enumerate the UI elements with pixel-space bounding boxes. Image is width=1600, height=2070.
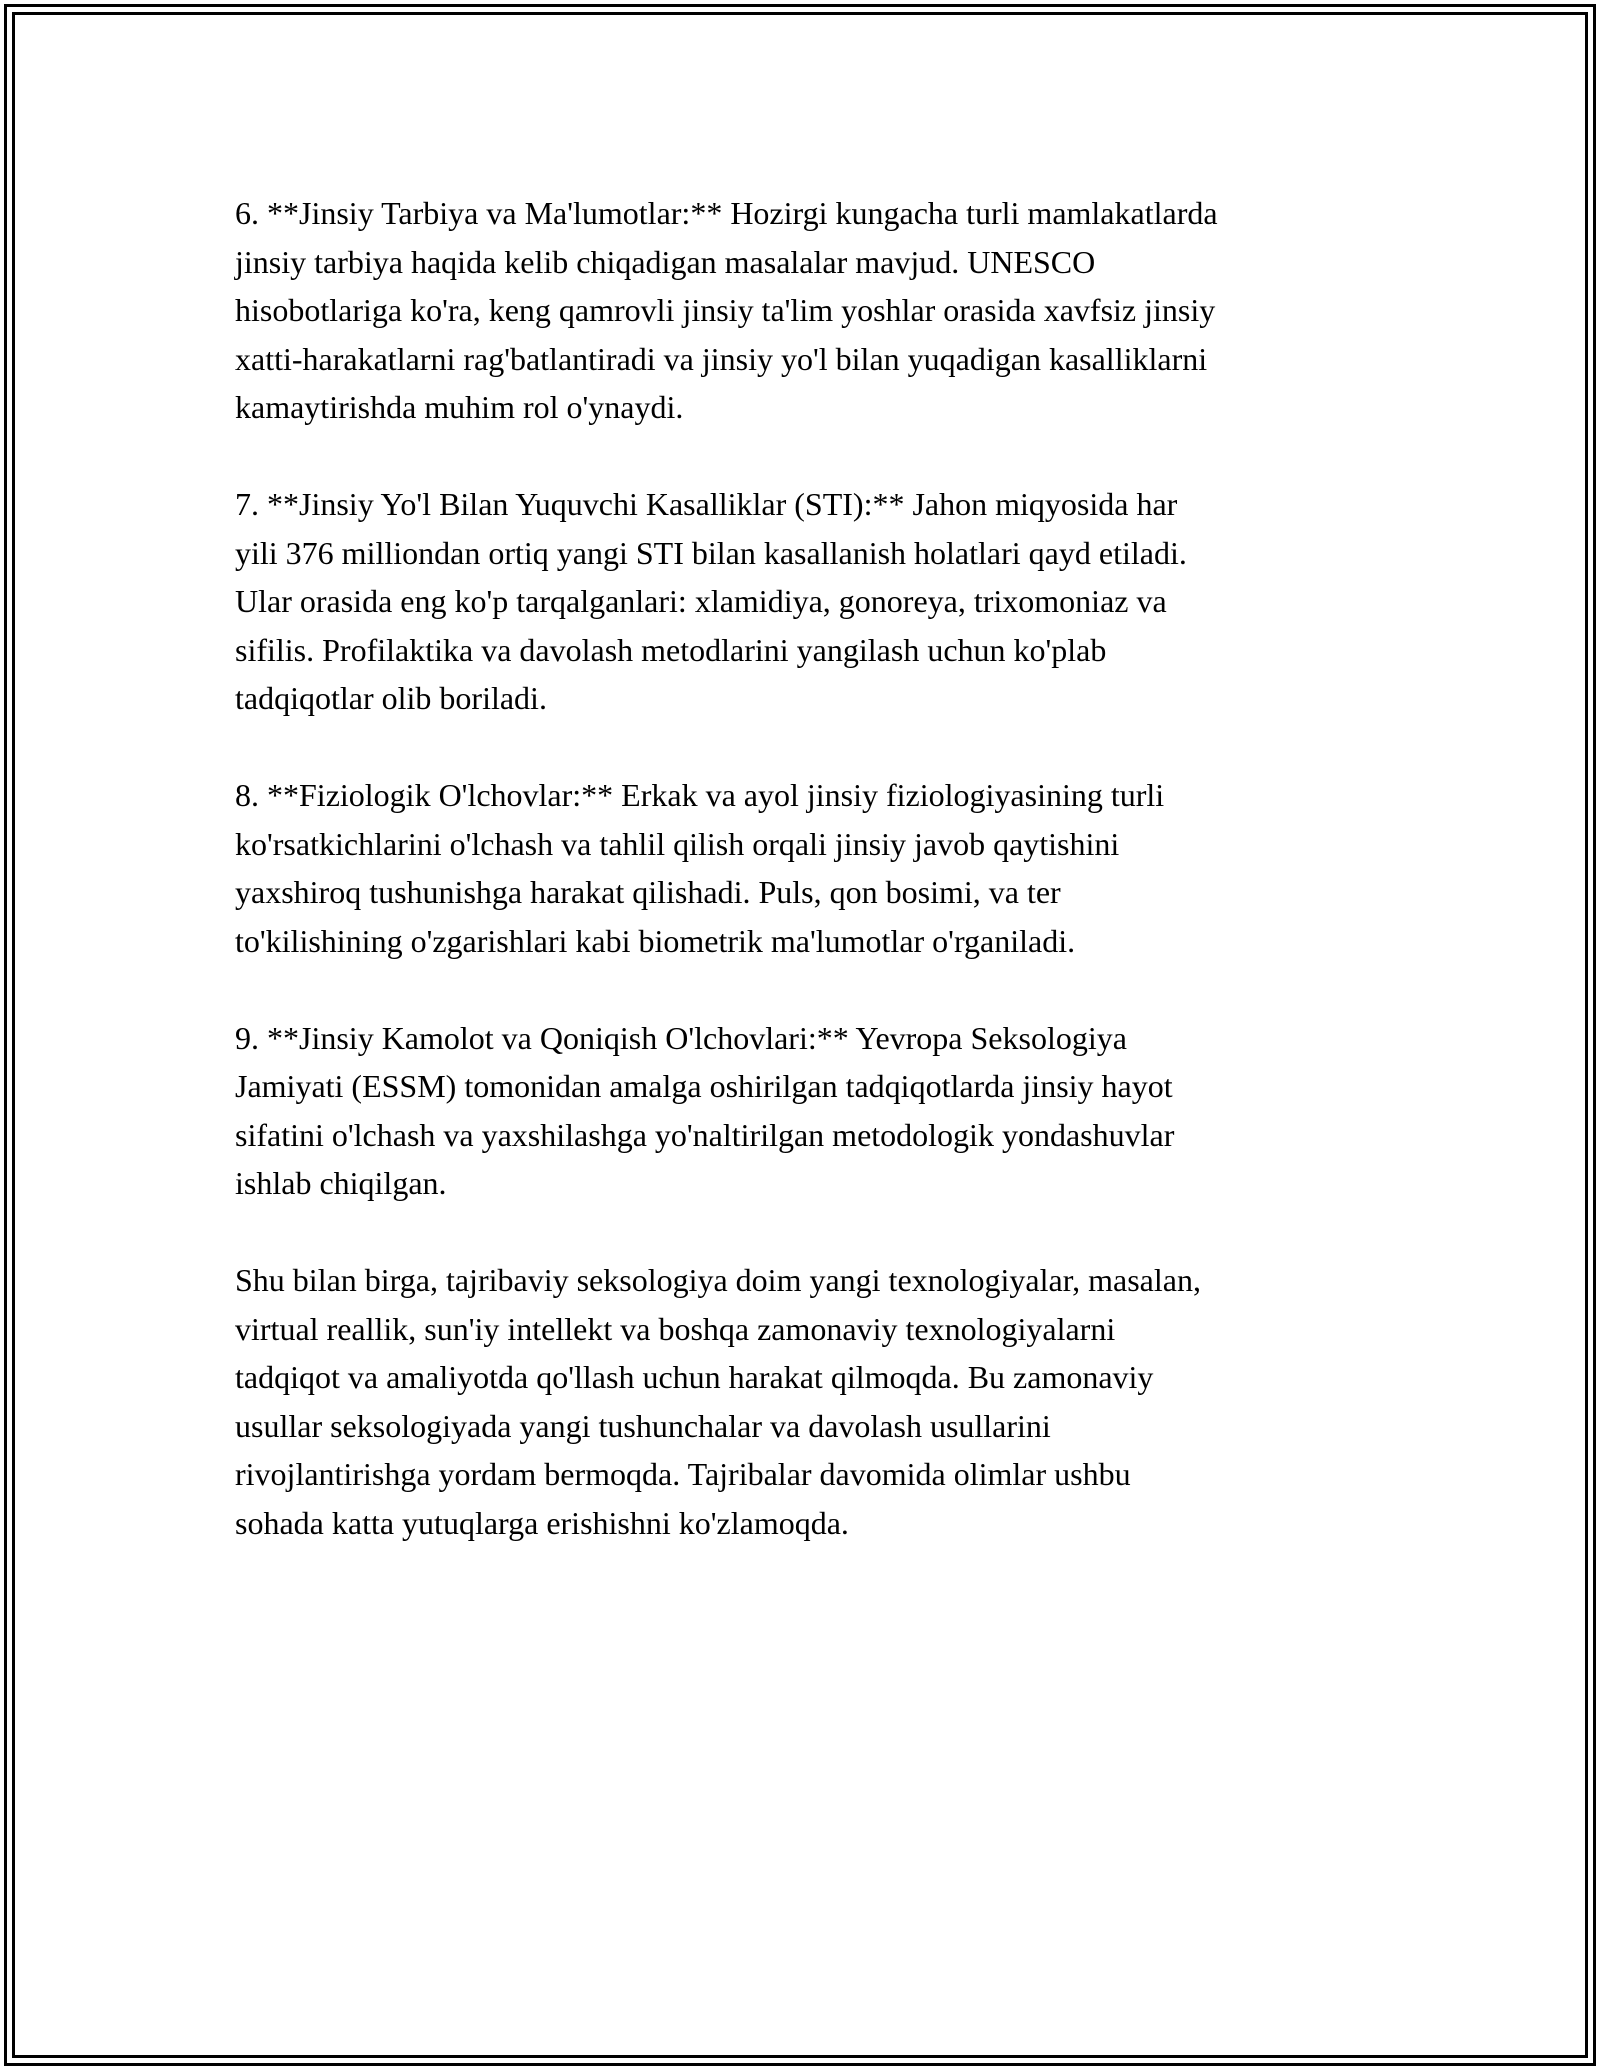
paragraph-item-8: 8. **Fiziologik O'lchovlar:** Erkak va ayol jinsiy fiziologiyasining turli ko'rsatkichlarini o'lchash va tahlil qilish orqali jinsiy javob qaytishini yaxshiroq tushunishga harakat qilishadi. Puls, qon bosimi, va ter to'kilishining o'zgarishlari kabi biometrik ma'lumotlar o'rganiladi.: [235, 777, 1165, 959]
paragraph-item-7: 7. **Jinsiy Yo'l Bilan Yuquvchi Kasalliklar (STI):** Jahon miqyosida har yili 376 milliondan ortiq yangi STI bilan kasallanish holatlari qayd etiladi. Ular orasida eng ko'p tarqalganlari: xlamidiya, gonoreya, trixomoniaz va sifilis. Profilaktika va davolash metodlarini yangilash uchun ko'plab tadqiqotlar olib boriladi.: [235, 486, 1187, 716]
paragraph-item-6: 6. **Jinsiy Tarbiya va Ma'lumotlar:** Hozirgi kungacha turli mamlakatlarda jinsiy tarbiya haqida kelib chiqadigan masalalar mavjud. UNESCO hisobotlariga ko'ra, keng qamrovli jinsiy ta'lim yoshlar orasida xavfsiz jinsiy xatti-harakatlarni rag'batlantiradi va jinsiy yo'l bilan yuqadigan kasalliklarni kamaytirishda muhim rol o'ynaydi.: [235, 195, 1218, 425]
document-body: [235, 189, 1375, 1596]
paragraph-conclusion: Shu bilan birga, tajribaviy seksologiya doim yangi texnologiyalar, masalan, virtual reallik, sun'iy intellekt va boshqa zamonaviy texnologiyalarni tadqiqot va amaliyotda qo'llash uchun harakat qilmoqda. Bu zamonaviy usullar seksologiyada yangi tushunchalar va davolash usullarini rivojlantirishga yordam bermoqda. Tajribalar davomida olimlar ushbu sohada katta yutuqlarga erishishni ko'zlamoqda.: [235, 1262, 1201, 1541]
paragraph-item-9: 9. **Jinsiy Kamolot va Qoniqish O'lchovlari:** Yevropa Seksologiya Jamiyati (ESSM) tomonidan amalga oshirilgan tadqiqotlarda jinsiy hayot sifatini o'lchash va yaxshilashga yo'naltirilgan metodologik yondashuvlar ishlab chiqilgan.: [235, 1019, 1175, 1201]
